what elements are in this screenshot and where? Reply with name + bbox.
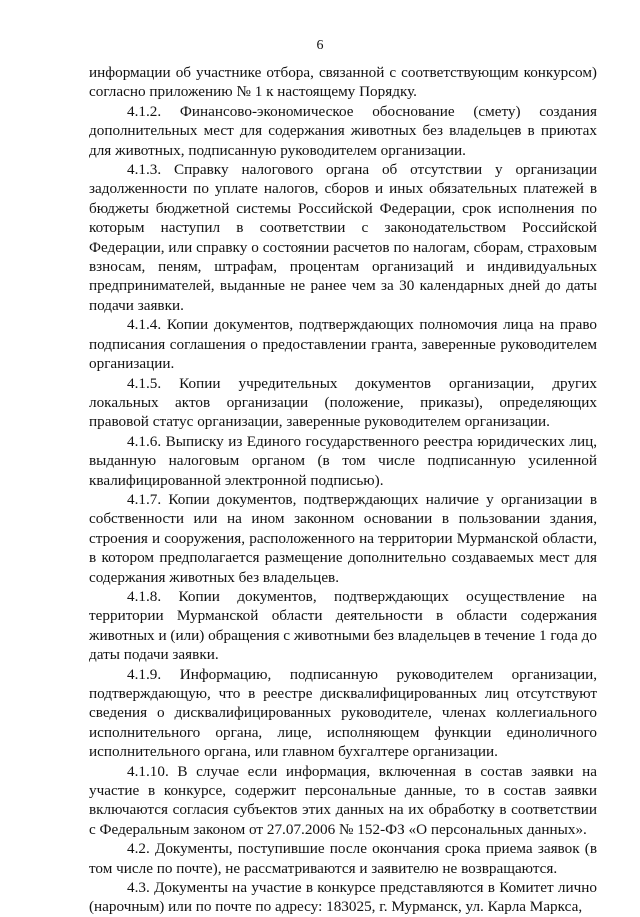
paragraph-continuation: информации об участнике отбора, связанной с соответствующим конкурсом) согласно приложению № 1 к настоящему Порядку. [89,64,597,101]
paragraph-4-1-10: 4.1.10. В случае если информация, включенная в состав заявки на участие в конкурсе, содержит персональные данные, то в состав заявки включаются согласия субъектов этих данных на их обработку в соответствии с Федеральным законом от 27.07.2006 № 152-ФЗ «О персональных данных». [89,762,597,838]
paragraph-4-1-7: 4.1.7. Копии документов, подтверждающих наличие у организации в собственности или на ином законном основании в пользовании здания, строения и сооружения, расположенного на территории Мурманской области, в котором предполагается размещение дополнительно создаваемых мест для содержания животных без владельцев. [89,490,597,586]
paragraph-4-1-9: 4.1.9. Информацию, подписанную руководителем организации, подтверждающую, что в реестре дисквалифицированных лиц отсутствуют сведения о дисквалифицированных руководителе, членах коллегиального исполнительного органа, лице, исполняющем функции единоличного исполнительного органа, или главном бухгалтере организации. [89,665,597,761]
paragraph-4-3: 4.3. Документы на участие в конкурсе представляются в Комитет лично (нарочным) или по почте по адресу: 183025, г. Мурманск, ул. Карла Маркса, [89,879,597,916]
paragraph-4-1-5: 4.1.5. Копии учредительных документов организации, других локальных актов организации (положение, приказы), определяющих правовой статус организации, заверенные руководителем организации. [89,374,597,431]
paragraph-4-1-4: 4.1.4. Копии документов, подтверждающих полномочия лица на право подписания соглашения о предоставлении гранта, заверенные руководителем организации. [89,316,597,373]
paragraph-4-1-2: 4.1.2. Финансово-экономическое обоснование (смету) создания дополнительных мест для содержания животных без владельцев в приютах для животных, подписанную руководителем организации. [89,102,597,159]
paragraph-4-1-8: 4.1.8. Копии документов, подтверждающих осуществление на территории Мурманской области деятельности в области содержания животных и (или) обращения с животными без владельцев в течение 1 года до даты подачи заявки. [89,587,597,664]
page-number: 6 [316,38,324,53]
document-body [89,63,597,917]
paragraph-4-1-6: 4.1.6. Выписку из Единого государственного реестра юридических лиц, выданную налоговым органом (в том числе подписанную усиленной квалифицированной электронной подписью). [89,432,597,489]
paragraph-4-2: 4.2. Документы, поступившие после окончания срока приема заявок (в том числе по почте), не рассматриваются и заявителю не возвращаются. [89,840,597,877]
paragraph-4-1-3: 4.1.3. Справку налогового органа об отсутствии у организации задолженности по уплате налогов, сборов и иных обязательных платежей в бюджеты бюджетной системы Российской Федерации, срок исполнения по которым наступил в соответствии с законодательством Российской Федерации, или справку о состоянии расчетов по налогам, сборам, страховым взносам, пеням, штрафам, процентам организаций и индивидуальных предпринимателей, выданные не ранее чем за 30 календарных дней до даты подачи заявки. [89,161,597,314]
